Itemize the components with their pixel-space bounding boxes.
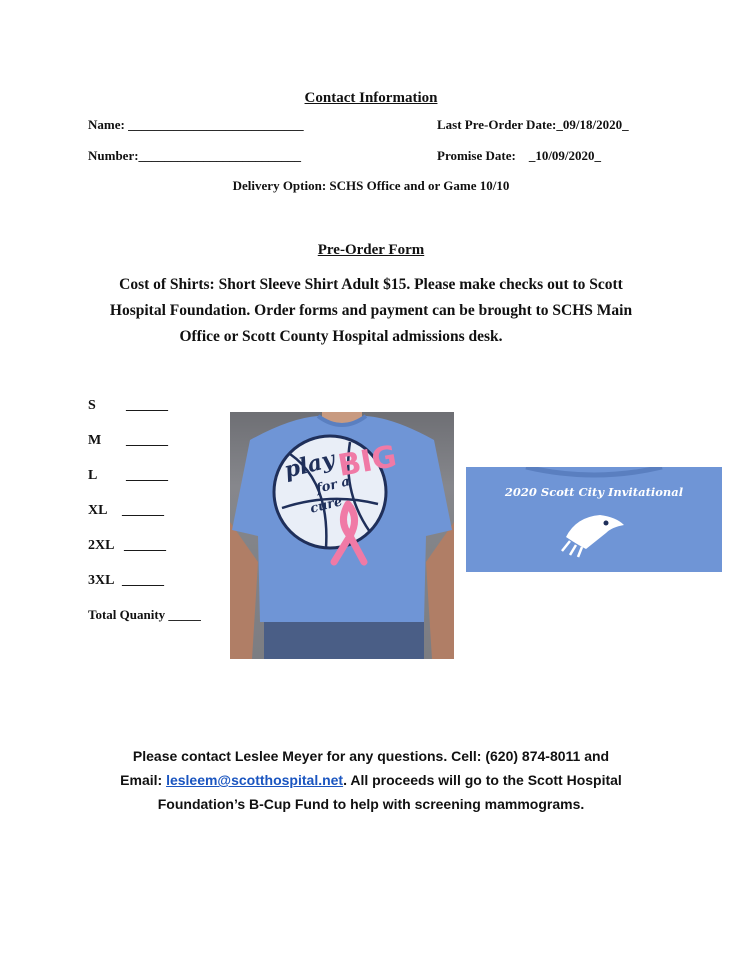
delivery-option: Delivery Option: SCHS Office and or Game 10/10	[232, 178, 510, 193]
cost-paragraph	[40, 272, 702, 350]
footer-line-2: Email: lesleem@scotthospital.net. All proceeds will go to the Scott Hospital	[120, 772, 622, 788]
shirt-text-cure: cure	[308, 494, 344, 517]
size-row[interactable]: S ______	[88, 398, 168, 413]
cost-line-2: Hospital Foundation. Order forms and payment can be brought to SCHS Main	[109, 302, 633, 319]
contact-heading: Contact Information	[304, 90, 438, 106]
size-row[interactable]: L ______	[88, 468, 168, 483]
promise-date: Promise Date: _10/09/2020_	[437, 148, 602, 163]
size-row[interactable]: XL ______	[88, 503, 164, 518]
size-row[interactable]: 3XL ______	[88, 573, 164, 588]
cost-line-1: Cost of Shirts: Short Sleeve Shirt Adult $15. Please make checks out to Scott	[119, 276, 623, 293]
number-field[interactable]: Number:_________________________	[88, 148, 302, 163]
cost-line-3: Office or Scott County Hospital admissions desk.	[179, 328, 503, 345]
shirt-back-illustration	[466, 467, 722, 572]
footer-line-3: Foundation’s B-Cup Fund to help with screening mammograms.	[157, 796, 585, 812]
shirt-back-image	[466, 467, 722, 572]
shirt-back-text: 2020 Scott City Invitational	[504, 485, 684, 499]
last-preorder-date: Last Pre-Order Date:_09/18/2020_	[437, 117, 629, 132]
size-row[interactable]: 2XL ______	[88, 538, 166, 553]
preorder-heading: Pre-Order Form	[317, 242, 425, 258]
footer-line-1: Please contact Leslee Meyer for any questions. Cell: (620) 874-8011 and	[132, 748, 610, 764]
shirt-text-for: for a	[314, 474, 352, 497]
name-field[interactable]: Name: ___________________________	[88, 117, 304, 132]
total-quantity-field[interactable]: Total Quanity _____	[88, 607, 201, 622]
footer-contact	[40, 744, 702, 816]
size-row[interactable]: M ______	[88, 433, 168, 448]
email-link[interactable]: lesleem@scotthospital.net	[166, 772, 344, 788]
shirt-text-play: play	[281, 446, 338, 484]
shirt-front-image	[230, 412, 454, 659]
shirt-text-big: BIG	[335, 439, 400, 484]
